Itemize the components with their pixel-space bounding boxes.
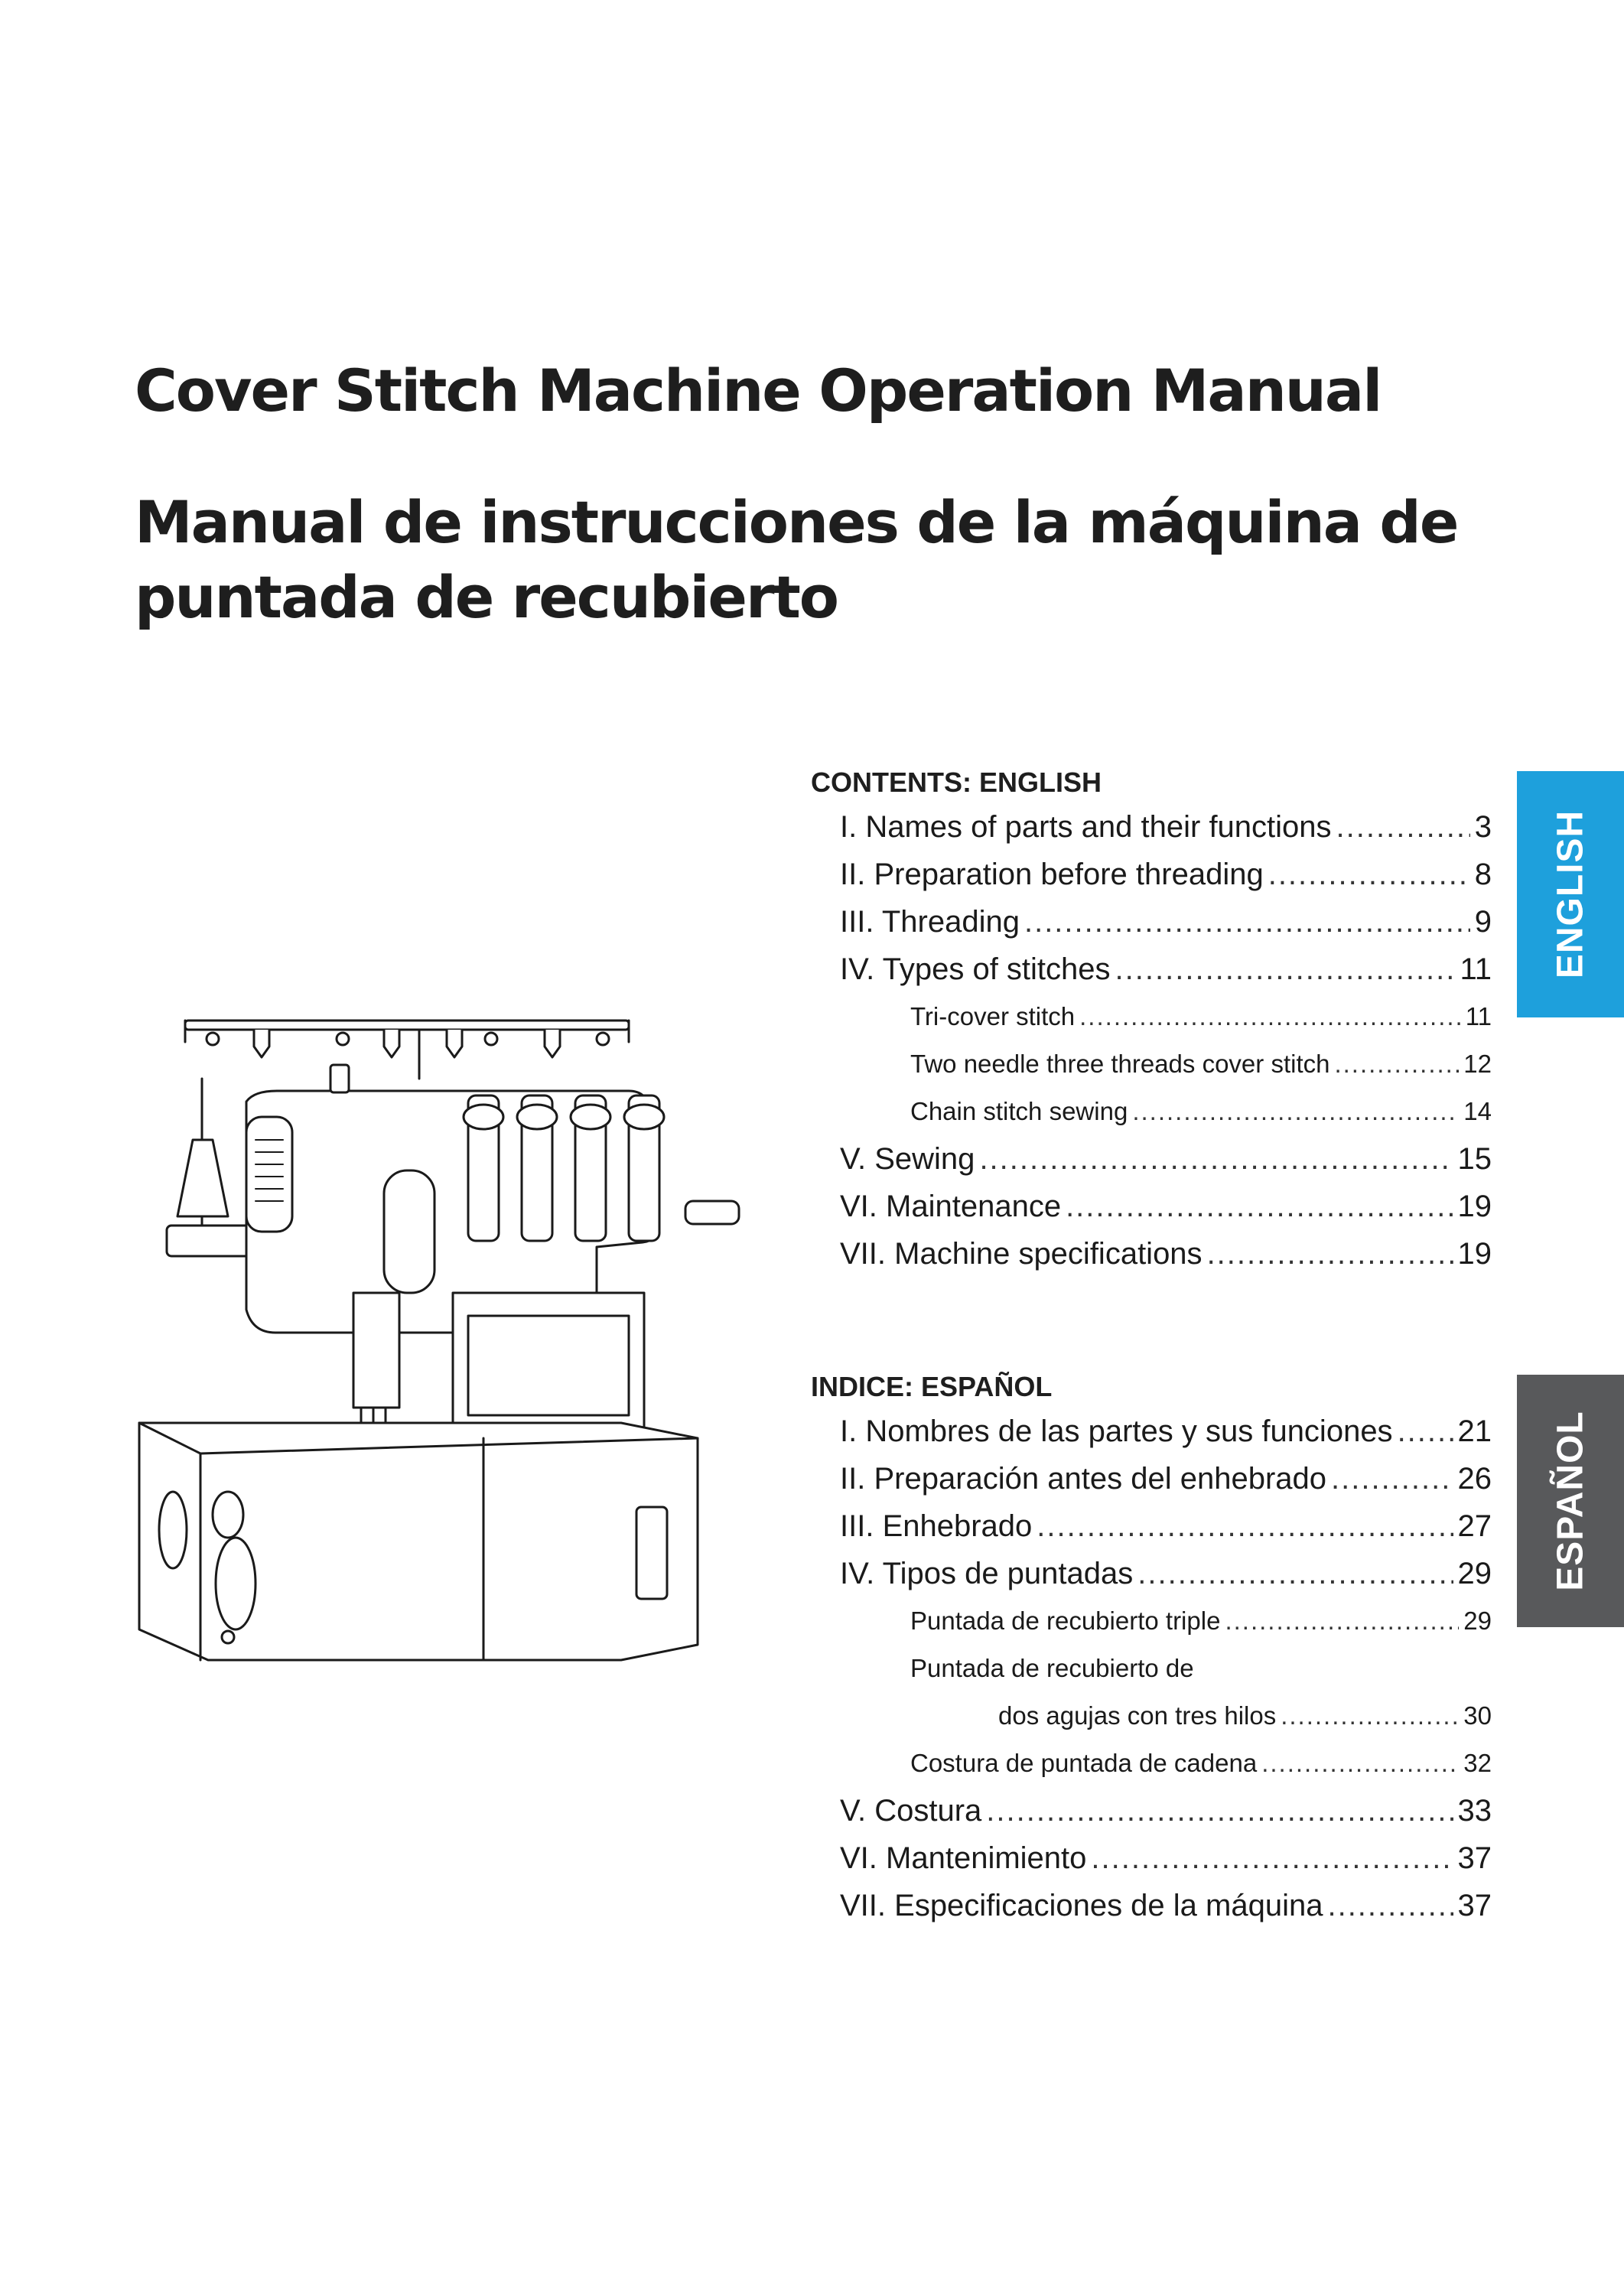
toc-page-number: 32 <box>1463 1749 1492 1777</box>
toc-item-label: I. Names of parts and their functions <box>840 810 1332 844</box>
toc-subitem[interactable] <box>811 1040 1492 1088</box>
toc-item-label: I. Nombres de las partes y sus funciones <box>840 1414 1393 1448</box>
toc-item[interactable] <box>811 1135 1492 1183</box>
toc-page-number: 37 <box>1457 1889 1492 1922</box>
leader-dots <box>1024 898 1470 946</box>
leader-dots <box>1281 1692 1459 1740</box>
language-tab-espanol[interactable] <box>1517 1375 1624 1627</box>
toc-page-number: 33 <box>1457 1794 1492 1828</box>
language-tab-english[interactable] <box>1517 771 1624 1017</box>
toc-page-number: 21 <box>1457 1414 1492 1448</box>
leader-dots <box>979 1135 1453 1183</box>
toc-item[interactable] <box>811 1787 1492 1834</box>
contents-spanish <box>811 1366 1492 1929</box>
toc-item-label: Puntada de recubierto triple <box>910 1606 1221 1635</box>
toc-item-label: Two needle three threads cover stitch <box>910 1050 1330 1078</box>
contents-english-heading: CONTENTS: ENGLISH <box>811 767 1102 798</box>
toc-page-number: 30 <box>1463 1701 1492 1730</box>
toc-item[interactable] <box>811 851 1492 898</box>
toc-page-number: 37 <box>1457 1841 1492 1875</box>
toc-page-number: 9 <box>1474 905 1492 939</box>
cover-stitch-machine-icon <box>132 1010 774 1668</box>
toc-item-label: VII. Especificaciones de la máquina <box>840 1889 1323 1922</box>
toc-item-label: V. Costura <box>840 1794 982 1828</box>
toc-item[interactable] <box>811 898 1492 946</box>
toc-page-number: 3 <box>1474 810 1492 844</box>
toc-item-label: IV. Tipos de puntadas <box>840 1557 1134 1590</box>
toc-item-label: VI. Mantenimiento <box>840 1841 1087 1875</box>
leader-dots <box>1398 1408 1453 1455</box>
toc-item-label: III. Enhebrado <box>840 1509 1033 1543</box>
toc-page-number: 12 <box>1463 1050 1492 1078</box>
toc-subitem[interactable] <box>811 1645 1492 1692</box>
leader-dots <box>1268 851 1470 898</box>
toc-item[interactable] <box>811 1183 1492 1230</box>
leader-dots <box>1331 1455 1453 1502</box>
toc-item[interactable] <box>811 1230 1492 1278</box>
toc-page-number: 15 <box>1457 1142 1492 1176</box>
contents-english <box>811 762 1492 1278</box>
leader-dots <box>1115 946 1456 993</box>
leader-dots <box>1261 1740 1459 1787</box>
leader-dots <box>1327 1882 1453 1929</box>
leader-dots <box>1132 1088 1459 1135</box>
toc-item-label: II. Preparación antes del enhebrado <box>840 1462 1326 1496</box>
toc-page-number: 14 <box>1463 1097 1492 1125</box>
toc-page-number: 29 <box>1463 1606 1492 1635</box>
leader-dots <box>1079 993 1461 1040</box>
leader-dots <box>1336 803 1470 851</box>
toc-page-number: 8 <box>1474 858 1492 891</box>
toc-item-label: III. Threading <box>840 905 1020 939</box>
leader-dots <box>1225 1597 1459 1645</box>
toc-item-label: IV. Types of stitches <box>840 952 1111 986</box>
toc-subitem[interactable] <box>811 1740 1492 1787</box>
leader-dots <box>1334 1040 1459 1088</box>
toc-item[interactable] <box>811 1834 1492 1882</box>
toc-page-number: 19 <box>1457 1190 1492 1223</box>
title-english: Cover Stitch Machine Operation Manual <box>135 356 1382 425</box>
toc-item[interactable] <box>811 803 1492 851</box>
toc-page-number: 29 <box>1457 1557 1492 1590</box>
toc-item[interactable] <box>811 1408 1492 1455</box>
toc-item-label: II. Preparation before threading <box>840 858 1264 891</box>
toc-item[interactable] <box>811 1550 1492 1597</box>
toc-item-label: dos agujas con tres hilos <box>998 1701 1277 1730</box>
toc-item[interactable] <box>811 946 1492 993</box>
toc-item[interactable] <box>811 1882 1492 1929</box>
toc-subitem[interactable] <box>811 993 1492 1040</box>
tab-label: ESPAÑOL <box>1550 1411 1591 1591</box>
toc-subitem[interactable] <box>811 1692 1492 1740</box>
leader-dots <box>1137 1550 1453 1597</box>
toc-page-number: 11 <box>1465 1002 1492 1030</box>
toc-subitem[interactable] <box>811 1088 1492 1135</box>
toc-item-label: Puntada de recubierto de <box>910 1654 1194 1682</box>
toc-item-label: VII. Machine specifications <box>840 1237 1203 1271</box>
toc-item-label: Costura de puntada de cadena <box>910 1749 1258 1777</box>
leader-dots <box>1091 1834 1453 1882</box>
toc-item[interactable] <box>811 1455 1492 1502</box>
toc-page-number: 19 <box>1457 1237 1492 1271</box>
title-spanish-line1: Manual de instrucciones de la máquina de <box>135 488 1458 556</box>
leader-dots <box>1207 1230 1453 1278</box>
toc-item-label: Tri-cover stitch <box>910 1002 1076 1030</box>
toc-item-label: VI. Maintenance <box>840 1190 1062 1223</box>
tab-label: ENGLISH <box>1550 809 1591 979</box>
leader-dots <box>986 1787 1453 1834</box>
leader-dots <box>1066 1183 1453 1230</box>
toc-subitem[interactable] <box>811 1597 1492 1645</box>
title-spanish-line2: puntada de recubierto <box>135 563 838 631</box>
toc-page-number: 26 <box>1457 1462 1492 1496</box>
leader-dots <box>1037 1502 1453 1550</box>
toc-item[interactable] <box>811 1502 1492 1550</box>
toc-item-label: V. Sewing <box>840 1142 975 1176</box>
toc-page-number: 27 <box>1457 1509 1492 1543</box>
toc-page-number: 11 <box>1460 952 1492 986</box>
contents-spanish-heading: INDICE: ESPAÑOL <box>811 1371 1053 1402</box>
toc-item-label: Chain stitch sewing <box>910 1097 1128 1125</box>
